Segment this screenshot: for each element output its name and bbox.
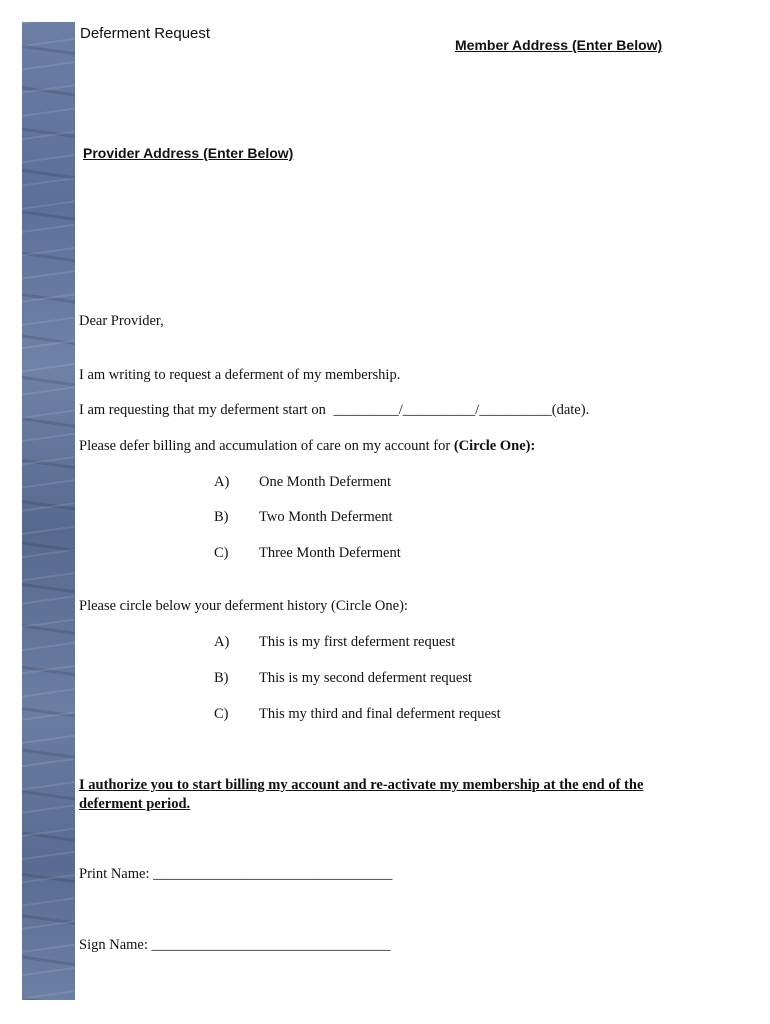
- defer-instruction-text: Please defer billing and accumulation of care on my account for: [79, 438, 454, 454]
- decorative-side-strip: [22, 22, 75, 1000]
- member-address-label: Member Address (Enter Below): [455, 37, 663, 53]
- authorization-statement: I authorize you to start billing my account and re-activate my membership at the end of the deferment period.: [79, 777, 644, 812]
- sign-name-row: [79, 937, 391, 954]
- deferment-option-letter: C): [214, 545, 229, 561]
- start-date-prefix: I am requesting that my deferment start on: [79, 402, 326, 418]
- sign-name-label: Sign Name:: [79, 937, 148, 953]
- print-name-label: Print Name:: [79, 866, 150, 882]
- deferment-option-three-month[interactable]: Three Month Deferment: [259, 545, 401, 561]
- salutation: Dear Provider,: [79, 313, 164, 329]
- page-title: Deferment Request: [80, 25, 211, 42]
- deferment-option-letter: A): [214, 474, 230, 490]
- history-option-letter: C): [214, 706, 229, 722]
- print-name-field[interactable]: _________________________________: [153, 866, 393, 882]
- history-option-first[interactable]: This is my first deferment request: [259, 634, 456, 650]
- history-option-letter: A): [214, 634, 230, 650]
- deferment-option-letter: B): [214, 509, 229, 525]
- circle-one-label: (Circle One):: [453, 438, 536, 454]
- history-prompt: Please circle below your deferment history (Circle One):: [79, 598, 408, 614]
- print-name-row: [79, 866, 392, 883]
- history-option-third[interactable]: This my third and final deferment request: [259, 706, 501, 722]
- deferment-option-two-month[interactable]: Two Month Deferment: [259, 509, 393, 525]
- history-option-second[interactable]: This is my second deferment request: [259, 670, 473, 686]
- provider-address-label: Provider Address (Enter Below): [83, 145, 294, 161]
- defer-instruction: [79, 438, 535, 455]
- intro-sentence: I am writing to request a deferment of my membership.: [79, 367, 401, 383]
- deferment-option-one-month[interactable]: One Month Deferment: [259, 474, 392, 490]
- history-option-letter: B): [214, 670, 229, 686]
- sign-name-field[interactable]: _________________________________: [151, 937, 391, 953]
- start-date-field[interactable]: _________/__________/__________(date).: [333, 402, 590, 418]
- start-date-line: [79, 402, 589, 419]
